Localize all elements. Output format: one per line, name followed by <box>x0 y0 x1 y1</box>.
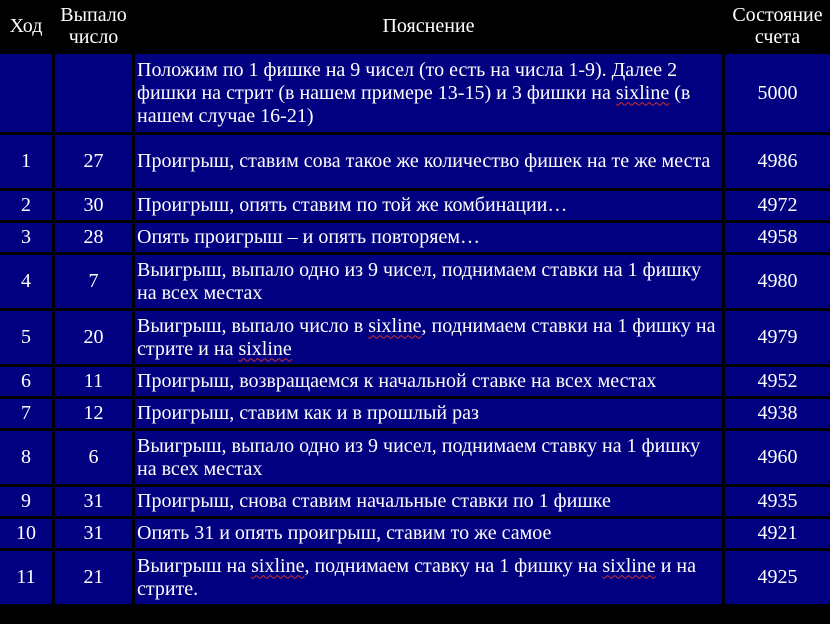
balance-cell: 5000 <box>725 54 830 132</box>
move-cell: 6 <box>0 367 52 396</box>
move-cell: 4 <box>0 255 52 308</box>
explanation-cell: Проигрыш, возвращаемся к начальной ставке на всех местах <box>135 367 722 396</box>
balance-cell: 4958 <box>725 223 830 252</box>
balance-cell: 4960 <box>725 431 830 484</box>
explanation-cell: Проигрыш, опять ставим по той же комбинации… <box>135 191 722 220</box>
spellcheck-word: sixline <box>251 554 305 577</box>
balance-cell: 4972 <box>725 191 830 220</box>
spellcheck-word: sixline <box>238 337 292 360</box>
explanation-cell: Положим по 1 фишке на 9 чисел (то есть на числа 1-9). Далее 2 фишки на стрит (в нашем примере 13-15) и 3 фишки на sixline (в нашем случае 16-21) <box>135 54 722 132</box>
rolled-cell: 31 <box>55 519 132 548</box>
move-cell: 7 <box>0 399 52 428</box>
table-row <box>0 367 830 396</box>
explanation-cell: Опять 31 и опять проигрыш, ставим то же самое <box>135 519 722 548</box>
move-cell: 9 <box>0 487 52 516</box>
rolled-cell: 21 <box>55 551 132 604</box>
move-cell: 8 <box>0 431 52 484</box>
header-move: Ход <box>0 0 52 51</box>
balance-cell: 4921 <box>725 519 830 548</box>
rolled-cell: 31 <box>55 487 132 516</box>
table-row <box>0 311 830 364</box>
explanation-cell: Проигрыш, снова ставим начальные ставки по 1 фишке <box>135 487 722 516</box>
balance-cell: 4979 <box>725 311 830 364</box>
rolled-cell: 12 <box>55 399 132 428</box>
table-row <box>0 54 830 132</box>
move-cell: 10 <box>0 519 52 548</box>
rolled-cell: 20 <box>55 311 132 364</box>
spellcheck-word: sixline <box>368 314 422 337</box>
table-row <box>0 255 830 308</box>
table-row <box>0 519 830 548</box>
rolled-cell <box>55 54 132 132</box>
table-row <box>0 431 830 484</box>
header-rolled: Выпало число <box>55 0 132 51</box>
explanation-cell: Выигрыш, выпало одно из 9 чисел, поднимаем ставки на 1 фишку на всех местах <box>135 255 722 308</box>
header-explanation: Пояснение <box>135 0 722 51</box>
balance-cell: 4938 <box>725 399 830 428</box>
move-cell: 1 <box>0 135 52 188</box>
balance-cell: 4935 <box>725 487 830 516</box>
explanation-cell: Выигрыш на sixline, поднимаем ставку на 1 фишку на sixline и на стрите. <box>135 551 722 604</box>
balance-cell: 4986 <box>725 135 830 188</box>
explanation-cell: Опять проигрыш – и опять повторяем… <box>135 223 722 252</box>
explanation-cell: Проигрыш, ставим сова такое же количество фишек на те же места <box>135 135 722 188</box>
balance-cell: 4980 <box>725 255 830 308</box>
rolled-cell: 30 <box>55 191 132 220</box>
move-cell: 3 <box>0 223 52 252</box>
table-row <box>0 191 830 220</box>
rolled-cell: 28 <box>55 223 132 252</box>
rolled-cell: 6 <box>55 431 132 484</box>
move-cell: 5 <box>0 311 52 364</box>
header-balance: Состояние счета <box>725 0 830 51</box>
table-row <box>0 487 830 516</box>
table-row <box>0 135 830 188</box>
rolled-cell: 27 <box>55 135 132 188</box>
move-cell: 2 <box>0 191 52 220</box>
rolled-cell: 7 <box>55 255 132 308</box>
spellcheck-word: sixline <box>602 554 656 577</box>
move-cell: 11 <box>0 551 52 604</box>
explanation-cell: Проигрыш, ставим как и в прошлый раз <box>135 399 722 428</box>
rolled-cell: 11 <box>55 367 132 396</box>
explanation-cell: Выигрыш, выпало одно из 9 чисел, поднимаем ставку на 1 фишку на всех местах <box>135 431 722 484</box>
header-row <box>0 0 830 51</box>
explanation-cell: Выигрыш, выпало число в sixline, поднимаем ставки на 1 фишку на стрите и на sixline <box>135 311 722 364</box>
table-row <box>0 223 830 252</box>
balance-cell: 4925 <box>725 551 830 604</box>
table-row <box>0 399 830 428</box>
table-row <box>0 551 830 604</box>
spellcheck-word: sixline <box>615 81 670 104</box>
balance-cell: 4952 <box>725 367 830 396</box>
move-cell <box>0 54 52 132</box>
